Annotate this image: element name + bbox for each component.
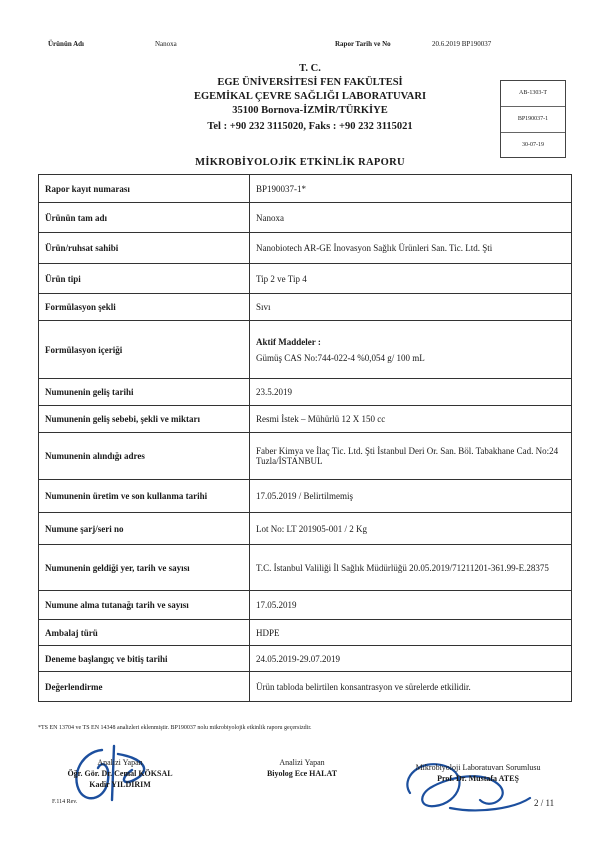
row-label: Formülasyon şekli <box>39 294 250 321</box>
table-row <box>39 545 572 591</box>
product-name-label: Ürünün Adı <box>48 40 84 48</box>
left-signer-name-1: Öğr. Gör. Dr. Cemal KÖKSAL <box>67 769 173 778</box>
table-row <box>39 672 572 702</box>
right-signer-name: Prof. Dr. Mustafa ATEŞ <box>437 774 519 783</box>
row-label: Değerlendirme <box>39 672 250 702</box>
header-university: EGE ÜNİVERSİTESİ FEN FAKÜLTESİ <box>217 77 403 88</box>
row-value: Tip 2 ve Tip 4 <box>250 264 572 294</box>
row-label: Numune şarj/seri no <box>39 513 250 545</box>
row-value: BP190037-1* <box>250 175 572 203</box>
left-signer-name-2: Kadir YILDIRIM <box>89 780 151 789</box>
active-ingredients-value: Gümüş CAS No:744-022-4 %0,054 g/ 100 mL <box>256 352 425 363</box>
left-signer-role: Analizi Yapan <box>97 758 143 767</box>
table-row <box>39 480 572 513</box>
page-number: 2 / 11 <box>534 798 555 808</box>
table-row <box>39 203 572 233</box>
row-label: Ürün tipi <box>39 264 250 294</box>
center-signer-name: Biyolog Ece HALAT <box>266 769 338 778</box>
report-title: MİKROBİYOLOJİK ETKİNLİK RAPORU <box>195 157 405 168</box>
accreditation-code: AB-1303-T <box>501 81 565 107</box>
row-label: Numunenin geldiği yer, tarih ve sayısı <box>39 545 250 591</box>
row-label: Ambalaj türü <box>39 620 250 646</box>
row-label: Numunenin geliş tarihi <box>39 379 250 406</box>
table-row <box>39 264 572 294</box>
footnote: *TS EN 13704 ve TS EN 14348 analizleri eklenmiştir. BP190037 nolu mikrobiyolojik etkinlik raporu geçersizdir. <box>38 725 312 731</box>
table-row <box>39 513 572 545</box>
accreditation-report-no: BP190037-1 <box>501 107 565 133</box>
table-row <box>39 294 572 321</box>
right-signer-role: Mikrobiyoloji Laboratuvarı Sorumlusu <box>415 763 541 772</box>
row-label: Numune alma tutanağı tarih ve sayısı <box>39 591 250 620</box>
row-value: Resmi İstek – Mühürlü 12 X 150 cc <box>250 406 572 433</box>
row-value: T.C. İstanbul Valiliği İl Sağlık Müdürlüğü 20.05.2019/71211201-361.99-E.28375 <box>250 545 572 591</box>
report-date-label: Rapor Tarih ve No <box>335 40 391 48</box>
header-address: 35100 Bornova-İZMİR/TÜRKİYE <box>232 105 388 116</box>
signature-left <box>40 757 200 790</box>
center-signer-role: Analizi Yapan <box>279 758 325 767</box>
row-value: Faber Kimya ve İlaç Tic. Ltd. Şti İstanbul Deri Or. San. Böl. Tabakhane Cad. No:24 Tuzla/İSTANBUL <box>250 433 572 480</box>
table-row <box>39 433 572 480</box>
table-row <box>39 321 572 379</box>
form-code: F.114 Rev. <box>52 799 78 805</box>
row-value-group <box>250 321 572 379</box>
header-line-tc: T. C. <box>299 63 321 74</box>
row-value: HDPE <box>250 620 572 646</box>
row-value: Lot No: LT 201905-001 / 2 Kg <box>250 513 572 545</box>
table-row <box>39 646 572 672</box>
row-value: 24.05.2019-29.07.2019 <box>250 646 572 672</box>
accreditation-date: 30-07-19 <box>522 142 544 148</box>
header-laboratory: EGEMİKAL ÇEVRE SAĞLIĞI LABORATUVARI <box>193 91 427 102</box>
row-label: Formülasyon içeriği <box>39 321 250 379</box>
row-label: Deneme başlangıç ve bitiş tarihi <box>39 646 250 672</box>
table-row <box>39 233 572 264</box>
signature-right <box>392 762 564 784</box>
report-table <box>38 174 572 702</box>
row-label: Numunenin alındığı adres <box>39 433 250 480</box>
row-label: Ürünün tam adı <box>39 203 250 233</box>
header-contact: Tel : +90 232 3115020, Faks : +90 232 3115021 <box>207 121 413 132</box>
row-value: Sıvı <box>250 294 572 321</box>
row-label: Ürün/ruhsat sahibi <box>39 233 250 264</box>
row-label: Rapor kayıt numarası <box>39 175 250 203</box>
accreditation-box <box>500 80 566 158</box>
row-value: Ürün tabloda belirtilen konsantrasyon ve sürelerde etkilidir. <box>250 672 572 702</box>
row-value: 17.05.2019 <box>250 591 572 620</box>
row-label: Numunenin geliş sebebi, şekli ve miktarı <box>39 406 250 433</box>
table-row <box>39 620 572 646</box>
report-date-value: 20.6.2019 BP190037 <box>432 40 492 48</box>
table-row <box>39 406 572 433</box>
table-row <box>39 175 572 203</box>
active-ingredients-title: Aktif Maddeler : <box>256 336 321 347</box>
signature-center <box>232 757 372 779</box>
table-row <box>39 591 572 620</box>
row-value: Nanoxa <box>250 203 572 233</box>
table-row <box>39 379 572 406</box>
row-value: Nanobiotech AR-GE İnovasyon Sağlık Ürünleri San. Tic. Ltd. Şti <box>250 233 572 264</box>
product-name-value: Nanoxa <box>155 40 177 48</box>
row-value: 17.05.2019 / Belirtilmemiş <box>250 480 572 513</box>
row-value: 23.5.2019 <box>250 379 572 406</box>
row-label: Numunenin üretim ve son kullanma tarihi <box>39 480 250 513</box>
